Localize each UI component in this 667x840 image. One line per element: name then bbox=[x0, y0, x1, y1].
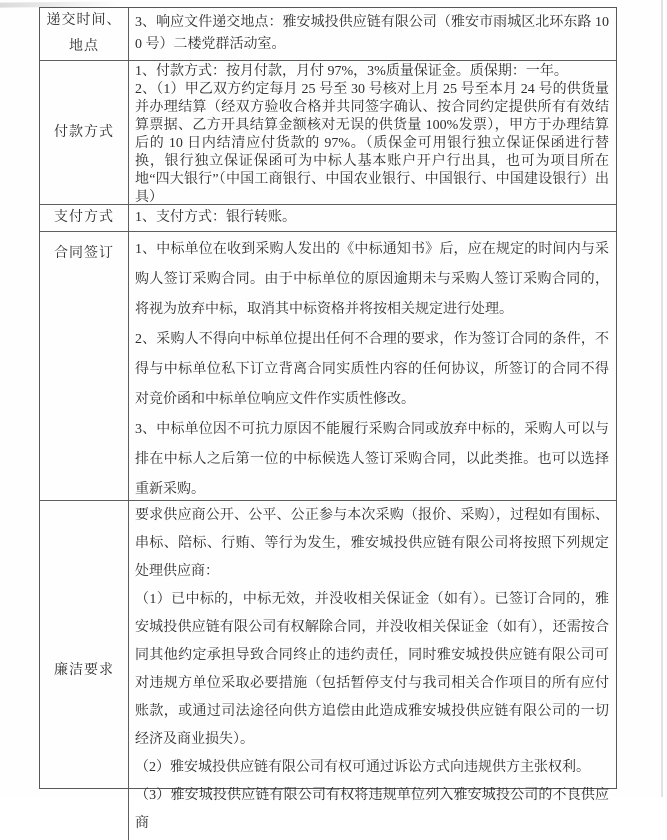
paragraph: 要求供应商公开、公平、公正参与本次采购（报价、采购），过程如有围标、串标、陪标、行贿、等行为发生，雅安城投供应链有限公司将按照下列规定处理供应商： bbox=[135, 508, 609, 579]
paragraph: 2、（1）甲乙双方约定每月 25 号至 30 号核对上月 25 号至本月 24 号的供货量并办理结算（经双方验收合格并共同签字确认、按合同约定提供所有有效结算票据、乙方开具结算金额核对无误的供货量 100%发票），甲方于办理结算后的 10 日内结清应付货款的 97%。（质保金可用银行独立保证保函进行替换，银行独立保证保函可为中标人基本账户开户行出具，也可为项目所在地“四大银行”（中国工商银行、中国农业银行、中国银行、中国建设银行）出具） bbox=[135, 82, 609, 204]
row-label-payment-terms bbox=[40, 61, 129, 204]
row-content-contract-signing bbox=[129, 232, 616, 500]
row-label-text: 递交时间、地点 bbox=[46, 13, 122, 54]
paragraph: 2、采购人不得向中标单位提出任何不合理的要求，作为签订合同的条件，不得与中标单位私下订立背离合同实质性内容的任何协议，所签订的合同不得对竞价函和中标单位响应文件作实质性修改。 bbox=[135, 332, 609, 407]
row-content-payment-terms bbox=[129, 61, 616, 204]
row-content-payment-method bbox=[129, 205, 616, 231]
paragraph: 1、中标单位在收到采购人发出的《中标通知书》后，应在规定的时间内与采购人签订采购合同。由于中标单位的原因逾期未与采购人签订采购合同的，将视为放弃中标，取消其中标资格并将按相关规定进行处理。 bbox=[135, 242, 609, 317]
row-label-text: 廉洁要求 bbox=[54, 662, 114, 678]
row-label-payment-method bbox=[40, 205, 129, 231]
row-label-submission-time-place bbox=[40, 8, 129, 60]
table-row-payment-terms bbox=[40, 61, 616, 205]
table-row-submission-time-place bbox=[40, 8, 616, 61]
paragraph: 3、响应文件递交地点：雅安城投供应链有限公司（雅安市雨城区北环东路 100 号）二楼党群活动室。 bbox=[135, 15, 609, 52]
row-label-integrity-requirements bbox=[40, 501, 129, 840]
row-label-text: 支付方式 bbox=[54, 210, 114, 225]
row-label-contract-signing bbox=[40, 232, 129, 500]
paragraph: （3）雅安城投供应链有限公司有权将违规单位列入雅安城投公司的不良供应商 bbox=[135, 788, 609, 831]
paragraph: （2）雅安城投供应链有限公司有权可通过诉讼方式向违规供方主张权利。 bbox=[135, 760, 590, 775]
paragraph: 3、中标单位因不可抗力原因不能履行采购合同或放弃中标的，采购人可以与排在中标人之后第一位的中标候选人签订采购合同，以此类推。也可以选择重新采购。 bbox=[135, 422, 609, 497]
paragraph: 1、付款方式：按月付款，月付 97%，3%质量保证金。质保期：一年。 bbox=[135, 64, 568, 79]
row-content-submission-time-place bbox=[129, 8, 616, 60]
row-label-text: 合同签订 bbox=[54, 246, 114, 261]
scan-edge-artifact bbox=[661, 0, 663, 797]
table-row-integrity-requirements bbox=[40, 501, 616, 840]
row-label-text: 付款方式 bbox=[54, 124, 114, 140]
paragraph: （1）已中标的，中标无效，并没收相关保证金（如有）。已签订合同的，雅安城投供应链有限公司有权解除合同，并没收相关保证金（如有），还需按合同其他约定承担导致合同终止的违约责任，同时雅安城投供应链有限公司可对违规方单位采取必要措施（包括暂停支付与我司相关合作项目的所有应付账款，或通过司法途径向供方追偿由此造成雅安城投供应链有限公司的一切经济及商业损失）。 bbox=[135, 592, 609, 747]
paragraph: 1、支付方式：银行转账。 bbox=[135, 210, 296, 225]
table-row-contract-signing bbox=[40, 232, 616, 501]
table-row-payment-method bbox=[40, 205, 616, 232]
row-content-integrity-requirements bbox=[129, 501, 616, 840]
procurement-terms-table bbox=[39, 7, 617, 831]
